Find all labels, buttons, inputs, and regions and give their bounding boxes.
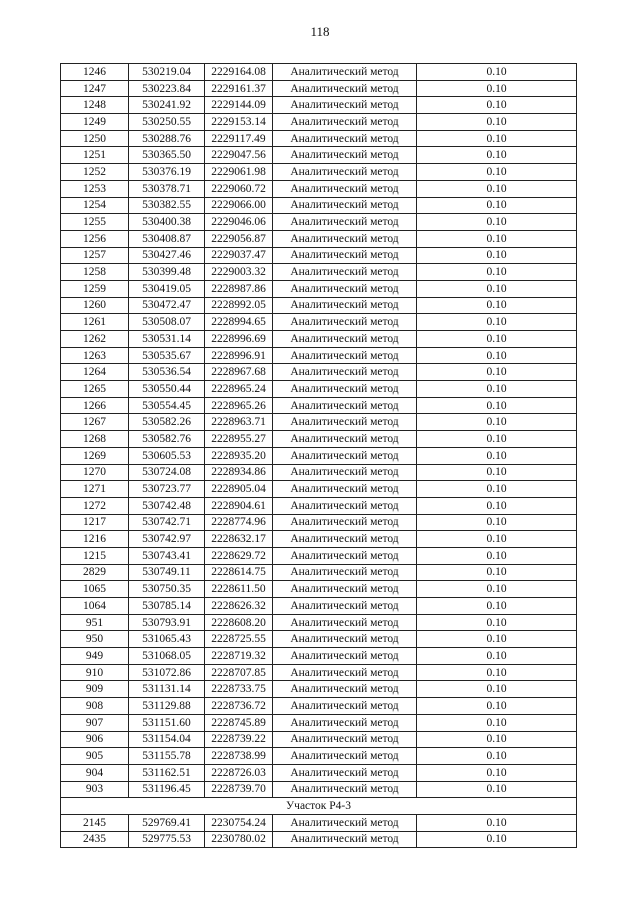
x-coordinate: 531155.78 — [129, 748, 205, 765]
point-number: 1250 — [61, 130, 129, 147]
y-coordinate: 2228967.68 — [205, 364, 273, 381]
error-value: 0.10 — [417, 447, 577, 464]
x-coordinate: 529769.41 — [129, 814, 205, 831]
x-coordinate: 530531.14 — [129, 331, 205, 348]
method: Аналитический метод — [273, 497, 417, 514]
point-number: 908 — [61, 698, 129, 715]
x-coordinate: 531068.05 — [129, 648, 205, 665]
x-coordinate: 531129.88 — [129, 698, 205, 715]
y-coordinate: 2228965.26 — [205, 397, 273, 414]
point-number: 1271 — [61, 481, 129, 498]
y-coordinate: 2228955.27 — [205, 431, 273, 448]
method: Аналитический метод — [273, 598, 417, 615]
method: Аналитический метод — [273, 431, 417, 448]
method: Аналитический метод — [273, 297, 417, 314]
x-coordinate: 530376.19 — [129, 164, 205, 181]
x-coordinate: 530399.48 — [129, 264, 205, 281]
x-coordinate: 530749.11 — [129, 564, 205, 581]
point-number: 909 — [61, 681, 129, 698]
error-value: 0.10 — [417, 314, 577, 331]
point-number: 1267 — [61, 414, 129, 431]
table-row — [61, 130, 577, 147]
point-number: 1266 — [61, 397, 129, 414]
y-coordinate: 2228987.86 — [205, 280, 273, 297]
method: Аналитический метод — [273, 214, 417, 231]
point-number: 1261 — [61, 314, 129, 331]
table-row — [61, 280, 577, 297]
method: Аналитический метод — [273, 531, 417, 548]
method: Аналитический метод — [273, 564, 417, 581]
point-number: 1254 — [61, 197, 129, 214]
y-coordinate: 2229066.00 — [205, 197, 273, 214]
table-row — [61, 381, 577, 398]
point-number: 1270 — [61, 464, 129, 481]
y-coordinate: 2228965.24 — [205, 381, 273, 398]
y-coordinate: 2229161.37 — [205, 80, 273, 97]
error-value: 0.10 — [417, 364, 577, 381]
error-value: 0.10 — [417, 497, 577, 514]
y-coordinate: 2228774.96 — [205, 514, 273, 531]
y-coordinate: 2229056.87 — [205, 230, 273, 247]
method: Аналитический метод — [273, 381, 417, 398]
point-number: 1252 — [61, 164, 129, 181]
point-number: 1263 — [61, 347, 129, 364]
y-coordinate: 2228614.75 — [205, 564, 273, 581]
y-coordinate: 2228707.85 — [205, 664, 273, 681]
x-coordinate: 530742.48 — [129, 497, 205, 514]
table-row — [61, 397, 577, 414]
error-value: 0.10 — [417, 731, 577, 748]
method: Аналитический метод — [273, 781, 417, 798]
x-coordinate: 530365.50 — [129, 147, 205, 164]
method: Аналитический метод — [273, 547, 417, 564]
error-value: 0.10 — [417, 64, 577, 81]
x-coordinate: 530472.47 — [129, 297, 205, 314]
method: Аналитический метод — [273, 731, 417, 748]
point-number: 1262 — [61, 331, 129, 348]
method: Аналитический метод — [273, 80, 417, 97]
x-coordinate: 530535.67 — [129, 347, 205, 364]
table-row — [61, 431, 577, 448]
error-value: 0.10 — [417, 648, 577, 665]
x-coordinate: 530288.76 — [129, 130, 205, 147]
x-coordinate: 530241.92 — [129, 97, 205, 114]
point-number: 951 — [61, 614, 129, 631]
error-value: 0.10 — [417, 80, 577, 97]
method: Аналитический метод — [273, 748, 417, 765]
table-row — [61, 531, 577, 548]
x-coordinate: 530219.04 — [129, 64, 205, 81]
method: Аналитический метод — [273, 814, 417, 831]
method: Аналитический метод — [273, 464, 417, 481]
y-coordinate: 2228934.86 — [205, 464, 273, 481]
y-coordinate: 2229047.56 — [205, 147, 273, 164]
error-value: 0.10 — [417, 247, 577, 264]
y-coordinate: 2228726.03 — [205, 764, 273, 781]
error-value: 0.10 — [417, 764, 577, 781]
method: Аналитический метод — [273, 714, 417, 731]
table-row — [61, 247, 577, 264]
table-row — [61, 197, 577, 214]
method: Аналитический метод — [273, 64, 417, 81]
point-number: 1265 — [61, 381, 129, 398]
method: Аналитический метод — [273, 264, 417, 281]
error-value: 0.10 — [417, 297, 577, 314]
y-coordinate: 2228996.91 — [205, 347, 273, 364]
x-coordinate: 530223.84 — [129, 80, 205, 97]
x-coordinate: 530408.87 — [129, 230, 205, 247]
method: Аналитический метод — [273, 347, 417, 364]
error-value: 0.10 — [417, 514, 577, 531]
point-number: 1260 — [61, 297, 129, 314]
method: Аналитический метод — [273, 180, 417, 197]
error-value: 0.10 — [417, 698, 577, 715]
y-coordinate: 2228992.05 — [205, 297, 273, 314]
method: Аналитический метод — [273, 364, 417, 381]
point-number: 1251 — [61, 147, 129, 164]
y-coordinate: 2228738.99 — [205, 748, 273, 765]
method: Аналитический метод — [273, 447, 417, 464]
y-coordinate: 2229164.08 — [205, 64, 273, 81]
table-row — [61, 748, 577, 765]
error-value: 0.10 — [417, 381, 577, 398]
error-value: 0.10 — [417, 164, 577, 181]
point-number: 950 — [61, 631, 129, 648]
x-coordinate: 530382.55 — [129, 197, 205, 214]
table-row — [61, 681, 577, 698]
x-coordinate: 530419.05 — [129, 280, 205, 297]
point-number: 910 — [61, 664, 129, 681]
x-coordinate: 530785.14 — [129, 598, 205, 615]
x-coordinate: 530582.76 — [129, 431, 205, 448]
table-row — [61, 698, 577, 715]
table-row — [61, 564, 577, 581]
error-value: 0.10 — [417, 714, 577, 731]
method: Аналитический метод — [273, 764, 417, 781]
error-value: 0.10 — [417, 748, 577, 765]
page-number: 118 — [310, 24, 330, 39]
point-number: 903 — [61, 781, 129, 798]
method: Аналитический метод — [273, 331, 417, 348]
point-number: 1257 — [61, 247, 129, 264]
point-number: 1216 — [61, 531, 129, 548]
table-row — [61, 347, 577, 364]
x-coordinate: 531072.86 — [129, 664, 205, 681]
table-row — [61, 614, 577, 631]
method: Аналитический метод — [273, 97, 417, 114]
error-value: 0.10 — [417, 831, 577, 848]
x-coordinate: 529775.53 — [129, 831, 205, 848]
point-number: 1065 — [61, 581, 129, 598]
point-number: 2145 — [61, 814, 129, 831]
x-coordinate: 530250.55 — [129, 114, 205, 131]
x-coordinate: 530378.71 — [129, 180, 205, 197]
error-value: 0.10 — [417, 614, 577, 631]
method: Аналитический метод — [273, 247, 417, 264]
point-number: 2435 — [61, 831, 129, 848]
method: Аналитический метод — [273, 664, 417, 681]
point-number: 1256 — [61, 230, 129, 247]
x-coordinate: 530605.53 — [129, 447, 205, 464]
point-number: 1264 — [61, 364, 129, 381]
method: Аналитический метод — [273, 147, 417, 164]
method: Аналитический метод — [273, 114, 417, 131]
x-coordinate: 531131.14 — [129, 681, 205, 698]
point-number: 2829 — [61, 564, 129, 581]
x-coordinate: 530554.45 — [129, 397, 205, 414]
table-row — [61, 764, 577, 781]
y-coordinate: 2228608.20 — [205, 614, 273, 631]
x-coordinate: 531196.45 — [129, 781, 205, 798]
method: Аналитический метод — [273, 614, 417, 631]
y-coordinate: 2229060.72 — [205, 180, 273, 197]
y-coordinate: 2228935.20 — [205, 447, 273, 464]
error-value: 0.10 — [417, 564, 577, 581]
x-coordinate: 531154.04 — [129, 731, 205, 748]
table-row — [61, 814, 577, 831]
x-coordinate: 530582.26 — [129, 414, 205, 431]
y-coordinate: 2229037.47 — [205, 247, 273, 264]
y-coordinate: 2229117.49 — [205, 130, 273, 147]
point-number: 1215 — [61, 547, 129, 564]
y-coordinate: 2230754.24 — [205, 814, 273, 831]
method: Аналитический метод — [273, 648, 417, 665]
table-row — [61, 497, 577, 514]
error-value: 0.10 — [417, 814, 577, 831]
y-coordinate: 2228996.69 — [205, 331, 273, 348]
y-coordinate: 2228629.72 — [205, 547, 273, 564]
error-value: 0.10 — [417, 547, 577, 564]
error-value: 0.10 — [417, 431, 577, 448]
table-section — [61, 798, 577, 815]
table-row — [61, 664, 577, 681]
x-coordinate: 530427.46 — [129, 247, 205, 264]
table-row — [61, 64, 577, 81]
y-coordinate: 2228626.32 — [205, 598, 273, 615]
error-value: 0.10 — [417, 114, 577, 131]
point-number: 1249 — [61, 114, 129, 131]
x-coordinate: 530750.35 — [129, 581, 205, 598]
method: Аналитический метод — [273, 230, 417, 247]
table-row — [61, 297, 577, 314]
y-coordinate: 2228725.55 — [205, 631, 273, 648]
table-row — [61, 80, 577, 97]
y-coordinate: 2228719.32 — [205, 648, 273, 665]
method: Аналитический метод — [273, 197, 417, 214]
point-number: 1259 — [61, 280, 129, 297]
point-number: 1269 — [61, 447, 129, 464]
table-row — [61, 464, 577, 481]
error-value: 0.10 — [417, 147, 577, 164]
point-number: 1217 — [61, 514, 129, 531]
error-value: 0.10 — [417, 531, 577, 548]
table-row — [61, 648, 577, 665]
x-coordinate: 530742.71 — [129, 514, 205, 531]
y-coordinate: 2229061.98 — [205, 164, 273, 181]
x-coordinate: 531151.60 — [129, 714, 205, 731]
method: Аналитический метод — [273, 164, 417, 181]
method: Аналитический метод — [273, 631, 417, 648]
y-coordinate: 2230780.02 — [205, 831, 273, 848]
table-row — [61, 97, 577, 114]
table-row — [61, 314, 577, 331]
table-row — [61, 831, 577, 848]
table-row — [61, 714, 577, 731]
error-value: 0.10 — [417, 464, 577, 481]
table-row — [61, 414, 577, 431]
table-row — [61, 514, 577, 531]
error-value: 0.10 — [417, 347, 577, 364]
x-coordinate: 530536.54 — [129, 364, 205, 381]
y-coordinate: 2228736.72 — [205, 698, 273, 715]
table-row — [61, 147, 577, 164]
y-coordinate: 2229144.09 — [205, 97, 273, 114]
x-coordinate: 530508.07 — [129, 314, 205, 331]
section-label: Участок Р4-3 — [61, 798, 577, 815]
table-row — [61, 731, 577, 748]
error-value: 0.10 — [417, 581, 577, 598]
point-number: 1268 — [61, 431, 129, 448]
table-row — [61, 481, 577, 498]
point-number: 904 — [61, 764, 129, 781]
table-row — [61, 264, 577, 281]
table-row — [61, 447, 577, 464]
table-row — [61, 180, 577, 197]
y-coordinate: 2228611.50 — [205, 581, 273, 598]
error-value: 0.10 — [417, 664, 577, 681]
table-row — [61, 581, 577, 598]
method: Аналитический метод — [273, 130, 417, 147]
table-row — [61, 214, 577, 231]
table-row — [61, 114, 577, 131]
y-coordinate: 2228963.71 — [205, 414, 273, 431]
error-value: 0.10 — [417, 598, 577, 615]
point-number: 907 — [61, 714, 129, 731]
point-number: 1255 — [61, 214, 129, 231]
x-coordinate: 530550.44 — [129, 381, 205, 398]
x-coordinate: 530793.91 — [129, 614, 205, 631]
method: Аналитический метод — [273, 698, 417, 715]
x-coordinate: 530743.41 — [129, 547, 205, 564]
error-value: 0.10 — [417, 331, 577, 348]
point-number: 1246 — [61, 64, 129, 81]
error-value: 0.10 — [417, 230, 577, 247]
point-number: 1248 — [61, 97, 129, 114]
point-number: 1272 — [61, 497, 129, 514]
point-number: 905 — [61, 748, 129, 765]
method: Аналитический метод — [273, 397, 417, 414]
method: Аналитический метод — [273, 514, 417, 531]
table-row — [61, 164, 577, 181]
error-value: 0.10 — [417, 264, 577, 281]
point-number: 1064 — [61, 598, 129, 615]
error-value: 0.10 — [417, 481, 577, 498]
error-value: 0.10 — [417, 631, 577, 648]
y-coordinate: 2228739.70 — [205, 781, 273, 798]
table-body-main — [61, 64, 577, 798]
table-row — [61, 631, 577, 648]
y-coordinate: 2228904.61 — [205, 497, 273, 514]
point-number: 1253 — [61, 180, 129, 197]
error-value: 0.10 — [417, 130, 577, 147]
method: Аналитический метод — [273, 481, 417, 498]
method: Аналитический метод — [273, 581, 417, 598]
table-row — [61, 364, 577, 381]
table-row — [61, 547, 577, 564]
x-coordinate: 530400.38 — [129, 214, 205, 231]
x-coordinate: 530723.77 — [129, 481, 205, 498]
x-coordinate: 530742.97 — [129, 531, 205, 548]
error-value: 0.10 — [417, 180, 577, 197]
point-number: 949 — [61, 648, 129, 665]
error-value: 0.10 — [417, 97, 577, 114]
coordinates-table — [60, 63, 577, 848]
table-row — [61, 781, 577, 798]
error-value: 0.10 — [417, 681, 577, 698]
point-number: 1247 — [61, 80, 129, 97]
y-coordinate: 2228739.22 — [205, 731, 273, 748]
x-coordinate: 530724.08 — [129, 464, 205, 481]
y-coordinate: 2229046.06 — [205, 214, 273, 231]
error-value: 0.10 — [417, 214, 577, 231]
y-coordinate: 2228733.75 — [205, 681, 273, 698]
table-row — [61, 331, 577, 348]
section-row — [61, 798, 577, 815]
error-value: 0.10 — [417, 280, 577, 297]
method: Аналитический метод — [273, 314, 417, 331]
method: Аналитический метод — [273, 414, 417, 431]
point-number: 1258 — [61, 264, 129, 281]
y-coordinate: 2229003.32 — [205, 264, 273, 281]
error-value: 0.10 — [417, 781, 577, 798]
y-coordinate: 2228905.04 — [205, 481, 273, 498]
y-coordinate: 2229153.14 — [205, 114, 273, 131]
y-coordinate: 2228632.17 — [205, 531, 273, 548]
method: Аналитический метод — [273, 681, 417, 698]
error-value: 0.10 — [417, 397, 577, 414]
x-coordinate: 531065.43 — [129, 631, 205, 648]
method: Аналитический метод — [273, 280, 417, 297]
error-value: 0.10 — [417, 197, 577, 214]
point-number: 906 — [61, 731, 129, 748]
method: Аналитический метод — [273, 831, 417, 848]
y-coordinate: 2228745.89 — [205, 714, 273, 731]
x-coordinate: 531162.51 — [129, 764, 205, 781]
table-body-section — [61, 814, 577, 847]
error-value: 0.10 — [417, 414, 577, 431]
y-coordinate: 2228994.65 — [205, 314, 273, 331]
table-row — [61, 230, 577, 247]
table-row — [61, 598, 577, 615]
